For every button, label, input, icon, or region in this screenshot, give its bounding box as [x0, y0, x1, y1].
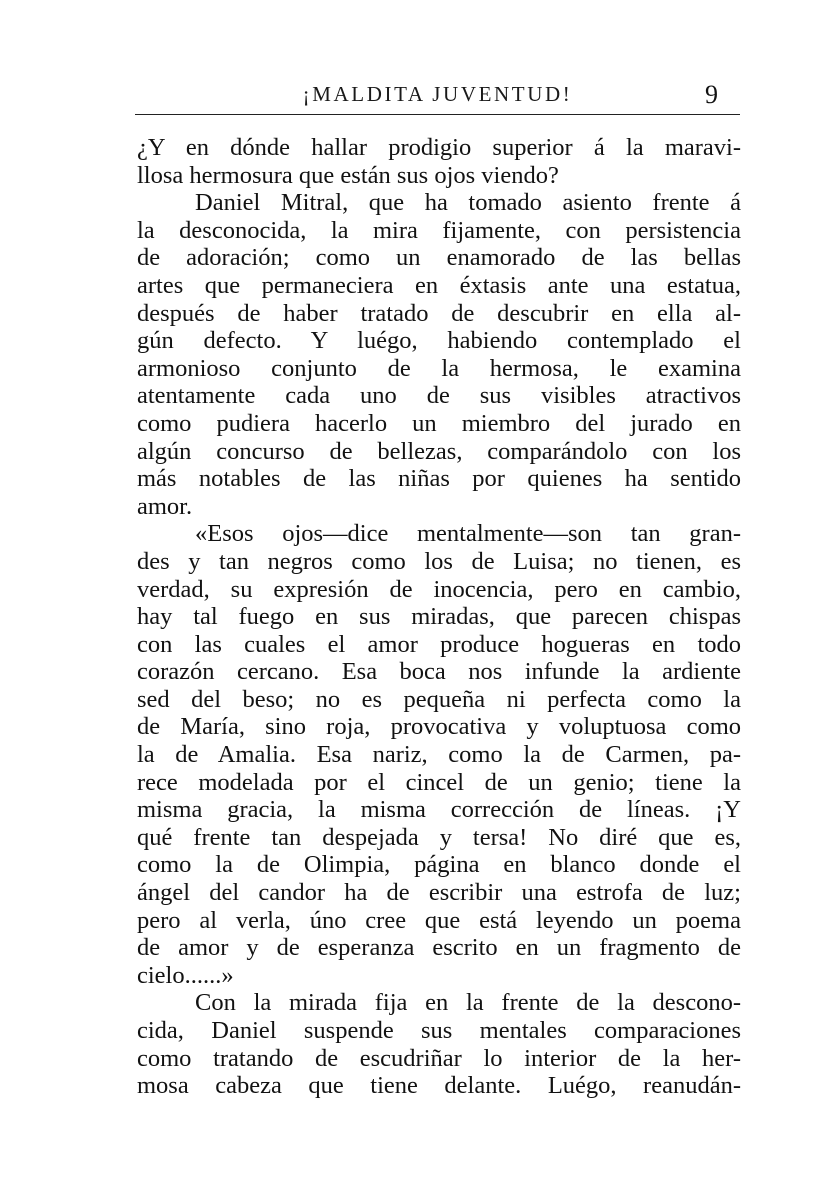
- text-line: des y tan negros como los de Luisa; no tienen, es: [137, 547, 741, 575]
- text-line: como tratando de escudriñar lo interior de la her-: [137, 1044, 741, 1072]
- text-line: pero al verla, úno cree que está leyendo un poema: [137, 906, 741, 934]
- running-header: [135, 78, 740, 115]
- text-line: más notables de las niñas por quienes ha sentido: [137, 465, 741, 493]
- text-line: «Esos ojos—dice mentalmente—son tan gran-: [195, 520, 741, 548]
- text-line: corazón cercano. Esa boca nos infunde la ardiente: [137, 658, 741, 686]
- text-line: cielo......»: [137, 961, 234, 989]
- text-line: amor.: [137, 492, 193, 520]
- text-line: ¿Y en dónde hallar prodigio superior á la maravi-: [137, 134, 741, 161]
- text-line: qué frente tan despejada y tersa! No diré que es,: [137, 823, 741, 851]
- text-line: misma gracia, la misma corrección de líneas. ¡Y: [137, 796, 741, 824]
- text-line: gún defecto. Y luégo, habiendo contemplado el: [137, 327, 741, 355]
- text-line: mosa cabeza que tiene delante. Luégo, reanudán-: [137, 1072, 741, 1100]
- body-text: [137, 134, 741, 1100]
- text-line: artes que permaneciera en éxtasis ante una estatua,: [137, 271, 741, 299]
- running-title: ¡MALDITA JUVENTUD!: [302, 82, 573, 106]
- text-line: rece modelada por el cincel de un genio; tiene la: [137, 768, 741, 796]
- text-line: algún concurso de bellezas, comparándolo con los: [137, 437, 741, 465]
- text-line: hay tal fuego en sus miradas, que parecen chispas: [137, 603, 741, 631]
- text-line: atentamente cada uno de sus visibles atractivos: [137, 382, 741, 410]
- text-line: de María, sino roja, provocativa y voluptuosa como: [137, 713, 741, 741]
- text-line: verdad, su expresión de inocencia, pero en cambio,: [137, 575, 741, 603]
- text-line: con las cuales el amor produce hogueras en todo: [137, 630, 741, 658]
- text-line: la desconocida, la mira fijamente, con persistencia: [137, 216, 741, 244]
- text-line: de amor y de esperanza escrito en un fragmento de: [137, 934, 741, 962]
- text-line: llosa hermosura que están sus ojos viendo?: [137, 161, 559, 189]
- text-line: ángel del candor ha de escribir una estrofa de luz;: [137, 879, 741, 907]
- text-line: armonioso conjunto de la hermosa, le examina: [137, 354, 741, 382]
- text-line: Daniel Mitral, que ha tomado asiento frente á: [195, 189, 741, 217]
- text-line: cida, Daniel suspende sus mentales comparaciones: [137, 1017, 741, 1044]
- page-number: 9: [705, 80, 718, 109]
- text-line: Con la mirada fija en la frente de la descono-: [195, 989, 741, 1017]
- text-line: como la de Olimpia, página en blanco donde el: [137, 851, 741, 879]
- text-line: después de haber tratado de descubrir en ella al-: [137, 299, 741, 327]
- text-line: como pudiera hacerlo un miembro del jurado en: [137, 409, 741, 437]
- text-line: la de Amalia. Esa nariz, como la de Carmen, pa-: [137, 741, 741, 769]
- text-line: sed del beso; no es pequeña ni perfecta como la: [137, 685, 741, 713]
- text-line: de adoración; como un enamorado de las bellas: [137, 244, 741, 272]
